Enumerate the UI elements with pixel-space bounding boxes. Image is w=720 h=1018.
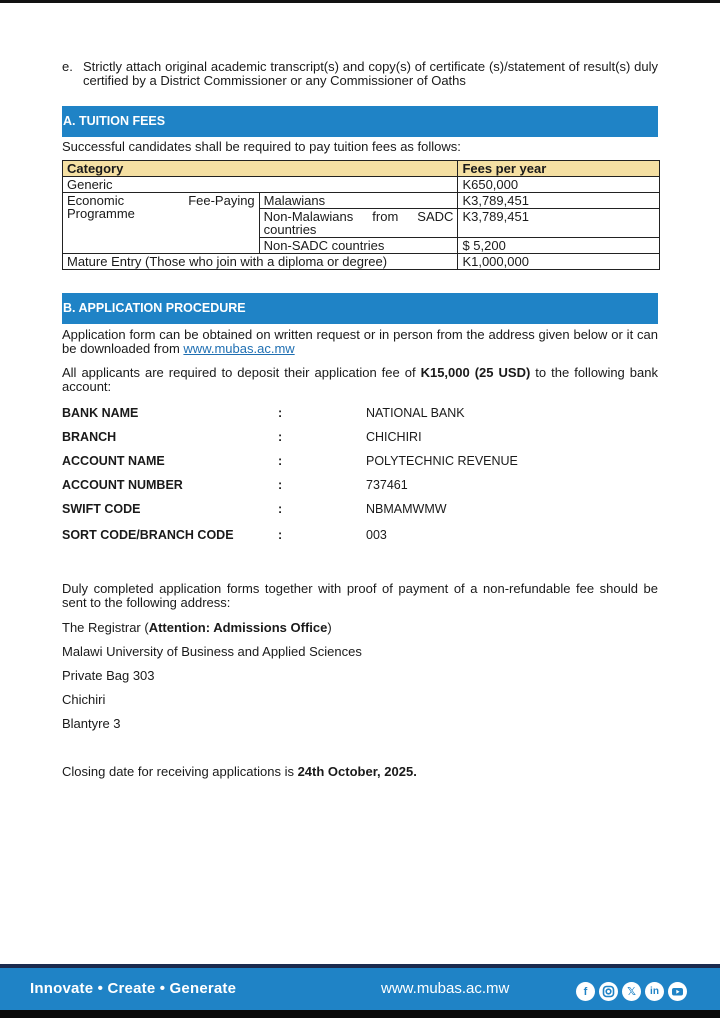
address-line: Blantyre 3 — [62, 716, 121, 731]
bank-row — [62, 528, 658, 552]
bank-label: BANK NAME — [62, 406, 139, 420]
address-line: Malawi University of Business and Applied Sciences — [62, 644, 362, 659]
bank-row — [62, 406, 658, 430]
bank-colon: : — [278, 454, 283, 468]
bank-colon: : — [278, 406, 283, 420]
bank-colon: : — [278, 528, 283, 542]
linkedin-icon[interactable]: in — [645, 982, 664, 1001]
addr-after: ) — [327, 620, 332, 635]
document-body — [62, 60, 658, 779]
fee-amount: K15,000 (25 USD) — [420, 365, 531, 380]
bank-row — [62, 502, 658, 526]
section-title: B. APPLICATION PROCEDURE — [63, 301, 246, 315]
para2-before: All applicants are required to deposit their application fee of — [62, 365, 421, 380]
addr-before: The Registrar ( — [62, 620, 149, 635]
bank-value: 003 — [366, 528, 387, 542]
malawians-label: Malawians — [259, 193, 458, 209]
generic-fee: K650,000 — [458, 177, 660, 193]
bank-value: NBMAMWMW — [366, 502, 447, 516]
section-header-application-procedure — [62, 293, 658, 324]
postal-address — [62, 621, 658, 741]
item-text: Strictly attach original academic transcript(s) and copy(s) of certificate (s)/statement of result(s) duly certified by a District Commissioner or any Commissioner of Oaths — [83, 59, 658, 88]
non-sadc-fee: $ 5,200 — [458, 238, 660, 254]
bank-value: CHICHIRI — [366, 430, 422, 444]
bank-value: NATIONAL BANK — [366, 406, 465, 420]
sadc-fee: K3,789,451 — [458, 209, 660, 238]
application-form-paragraph — [62, 328, 658, 356]
bank-row — [62, 478, 658, 502]
instagram-icon[interactable] — [599, 982, 618, 1001]
econ-label-cell — [63, 193, 260, 254]
youtube-icon[interactable] — [668, 982, 687, 1001]
requirement-item-e — [62, 60, 658, 88]
econ-label-left: Economic — [67, 193, 125, 208]
bank-colon: : — [278, 502, 283, 516]
bank-label: ACCOUNT NUMBER — [62, 478, 183, 492]
sadc-label-cell — [259, 209, 458, 238]
bank-label: SWIFT CODE — [62, 502, 141, 516]
footer-tagline: Innovate • Create • Generate — [30, 980, 237, 997]
non-sadc-label: Non-SADC countries — [259, 238, 458, 254]
sadc-label-mid: from — [372, 209, 399, 224]
sadc-label-line2: countries — [263, 222, 317, 237]
generic-label: Generic — [63, 177, 458, 193]
bank-value: 737461 — [366, 478, 408, 492]
para2-after: to the following bank account: — [62, 365, 658, 394]
section-header-tuition-fees — [62, 106, 658, 137]
submission-paragraph: Duly completed application forms together with proof of payment of a non-refundable fee should be sent to the following address: — [62, 581, 658, 610]
closing-before: Closing date for receiving applications is — [62, 764, 298, 779]
closing-date: 24th October, 2025. — [297, 764, 417, 779]
footer-website[interactable]: www.mubas.ac.mw — [381, 980, 510, 997]
bank-colon: : — [278, 430, 283, 444]
table-row — [63, 177, 660, 193]
social-icons — [576, 982, 687, 1001]
address-line: Chichiri — [62, 692, 106, 707]
malawians-fee: K3,789,451 — [458, 193, 660, 209]
sadc-label-right: SADC — [417, 209, 454, 224]
bank-row — [62, 454, 658, 478]
bank-label: SORT CODE/BRANCH CODE — [62, 528, 234, 542]
bank-label: BRANCH — [62, 430, 117, 444]
footer-bar — [0, 968, 720, 1010]
address-line — [62, 621, 658, 645]
item-marker: e. — [62, 59, 73, 74]
section-title: A. TUITION FEES — [63, 114, 166, 128]
addr-attention: Attention: Admissions Office — [148, 620, 328, 635]
closing-date-paragraph — [62, 765, 658, 779]
deposit-paragraph — [62, 366, 658, 394]
table-row — [63, 254, 660, 270]
header-category: Category — [63, 161, 458, 177]
website-link[interactable]: www.mubas.ac.mw — [183, 341, 295, 356]
x-icon[interactable]: 𝕏 — [622, 982, 641, 1001]
mature-fee: K1,000,000 — [458, 254, 660, 270]
tuition-fees-table — [62, 160, 660, 270]
facebook-icon[interactable]: f — [576, 982, 595, 1001]
econ-label-line2: Programme — [67, 206, 135, 221]
para1-text: Application form can be obtained on written request or in person from the address given below or it can be downloaded from — [62, 327, 658, 356]
mature-label: Mature Entry (Those who join with a diploma or degree) — [63, 254, 458, 270]
sadc-label-left: Non-Malawians — [263, 209, 354, 224]
econ-label-right: Fee-Paying — [188, 193, 255, 208]
table-row — [63, 193, 660, 209]
bank-value: POLYTECHNIC REVENUE — [366, 454, 518, 468]
tuition-intro: Successful candidates shall be required to pay tuition fees as follows: — [62, 139, 461, 154]
address-line: Private Bag 303 — [62, 668, 155, 683]
bank-label: ACCOUNT NAME — [62, 454, 165, 468]
bank-row — [62, 430, 658, 454]
bank-details — [62, 406, 658, 552]
footer-bottom-edge — [0, 1010, 720, 1018]
top-border — [0, 0, 720, 3]
header-fees: Fees per year — [458, 161, 660, 177]
table-header-row — [63, 161, 660, 177]
bank-colon: : — [278, 478, 283, 492]
